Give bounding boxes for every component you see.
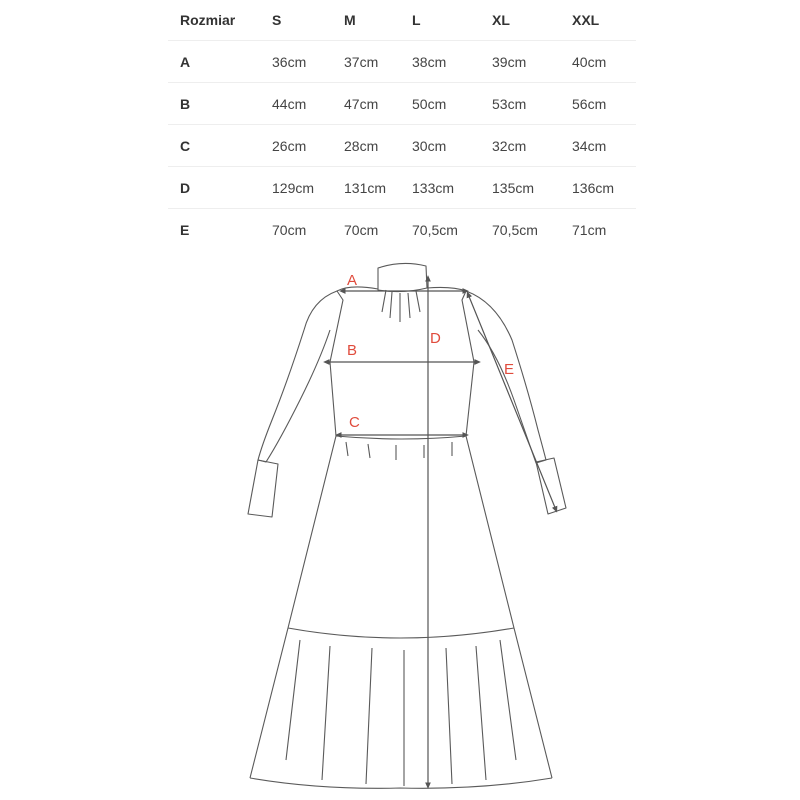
row-label: E <box>180 221 190 238</box>
label-a: A <box>347 272 358 289</box>
collar-shape <box>378 263 427 291</box>
table-row <box>168 209 636 251</box>
measurement-labels <box>347 272 514 431</box>
table-cell: 131cm <box>344 167 412 209</box>
table-cell: 40cm <box>572 41 636 83</box>
header-m: M <box>344 0 412 41</box>
table-cell: 56cm <box>572 83 636 125</box>
header-xxl: XXL <box>572 0 636 41</box>
table-cell: 53cm <box>492 83 572 125</box>
row-label: C <box>168 125 272 167</box>
table-cell: 50cm <box>412 83 492 125</box>
header-s: S <box>272 0 344 41</box>
row-label: B <box>168 83 272 125</box>
table-cell: 26cm <box>272 125 344 167</box>
header-size: Rozmiar <box>168 0 272 41</box>
table-row <box>168 83 636 125</box>
table-row <box>168 167 636 209</box>
table-cell: 32cm <box>492 125 572 167</box>
table-cell: 136cm <box>572 167 636 209</box>
table-cell: 133cm <box>412 167 492 209</box>
waist-seam <box>336 436 466 439</box>
table-cell: 30cm <box>412 125 492 167</box>
table-cell: 39cm <box>492 41 572 83</box>
table-cell: 70cm <box>272 221 307 238</box>
measurement-lines <box>326 278 556 786</box>
label-e: E <box>504 361 515 378</box>
table-cell: 70,5cm <box>412 221 458 238</box>
waist-gathers <box>346 442 452 460</box>
table-header-row <box>168 0 636 41</box>
right-cuff <box>536 458 566 514</box>
table-cell: 28cm <box>344 125 412 167</box>
label-d: D <box>430 330 441 347</box>
left-sleeve <box>258 291 337 462</box>
table-cell: 70cm <box>344 221 379 238</box>
table-cell: 71cm <box>572 221 607 238</box>
dress-outline <box>248 263 566 788</box>
table-cell: 44cm <box>272 83 344 125</box>
size-chart-table <box>168 0 636 250</box>
left-cuff <box>248 460 278 517</box>
label-b: B <box>347 342 358 359</box>
table-cell: 34cm <box>572 125 636 167</box>
header-xl: XL <box>492 0 572 41</box>
table-cell: 135cm <box>492 167 572 209</box>
tier-seam <box>288 628 514 638</box>
table-cell: 47cm <box>344 83 412 125</box>
skirt-upper <box>288 436 514 628</box>
tier-folds <box>286 640 516 786</box>
skirt-lower <box>250 628 552 778</box>
table-cell: 38cm <box>412 41 492 83</box>
table-row <box>168 125 636 167</box>
table-cell: 36cm <box>272 41 344 83</box>
label-c: C <box>349 414 360 431</box>
row-label: A <box>168 41 272 83</box>
dress-measurement-diagram <box>0 250 800 800</box>
measure-line-e <box>468 294 556 510</box>
table-cell: 129cm <box>272 167 344 209</box>
table-cell: 37cm <box>344 41 412 83</box>
yoke-gathers <box>382 290 420 322</box>
row-label: D <box>168 167 272 209</box>
table-cell: 70,5cm <box>492 221 538 238</box>
hem <box>250 778 552 788</box>
header-l: L <box>412 0 492 41</box>
table-row <box>168 41 636 83</box>
